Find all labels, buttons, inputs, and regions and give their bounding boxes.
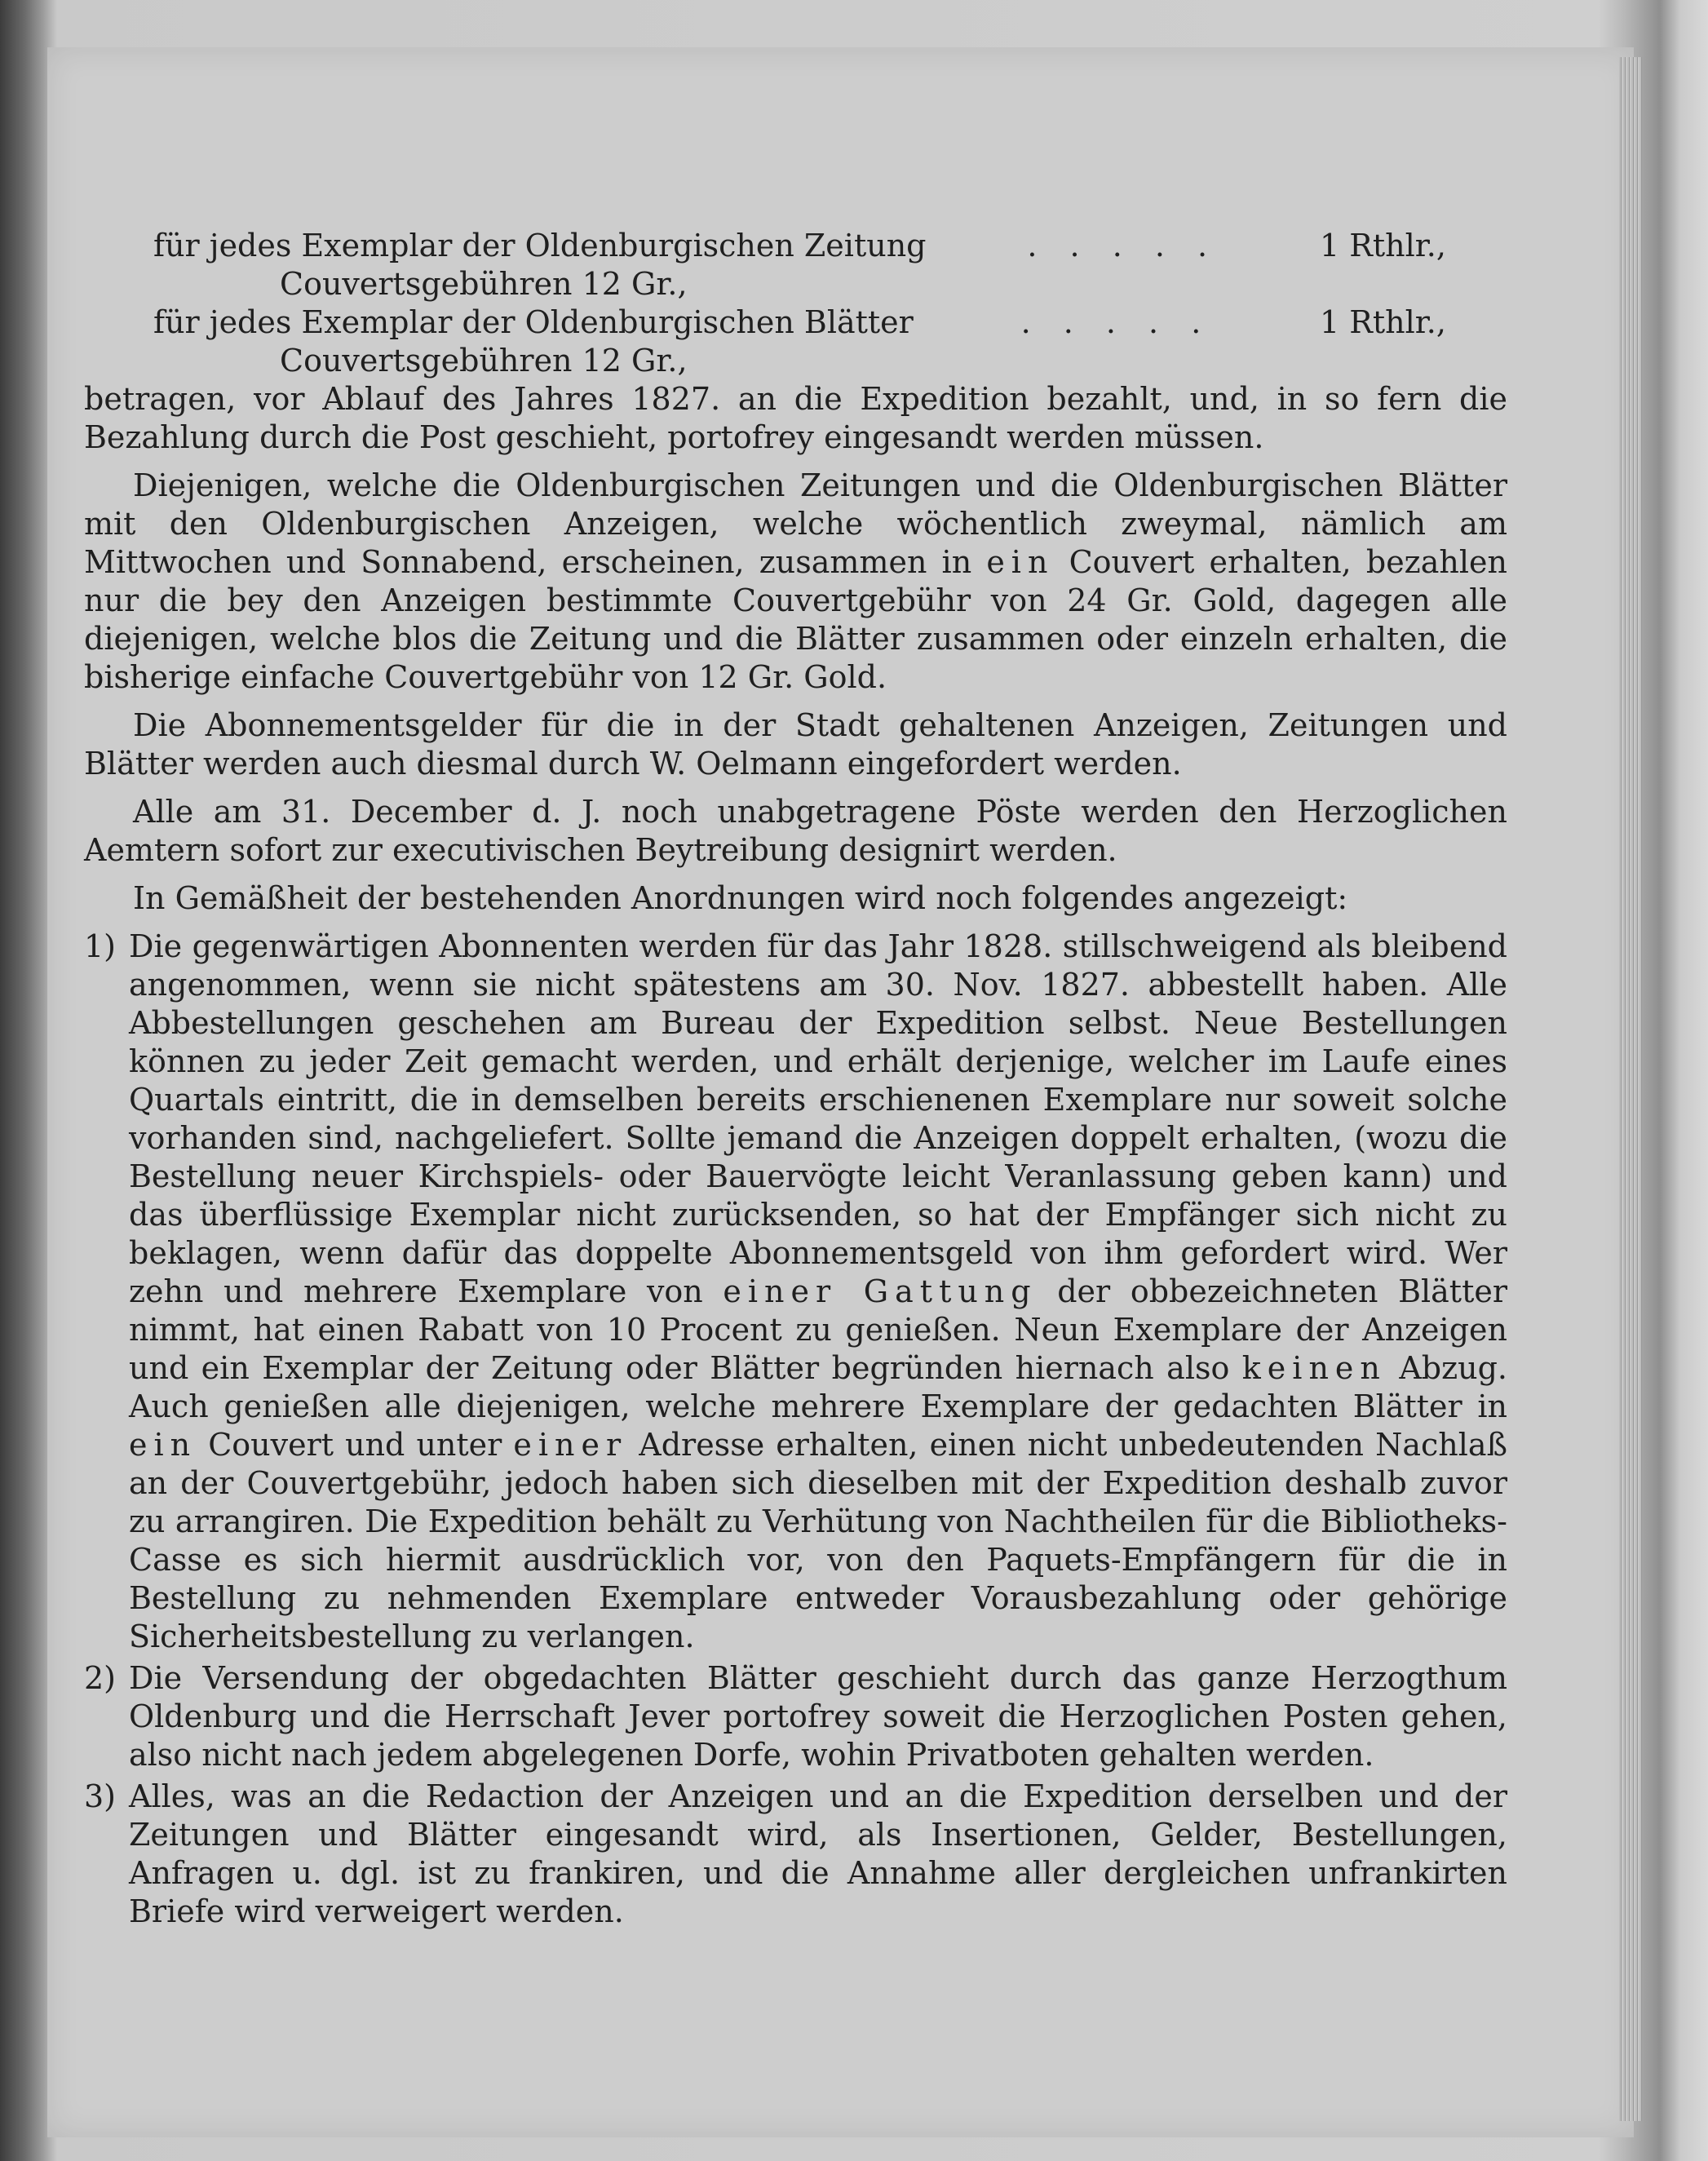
- list-item-text: Adresse erhalten, einen nicht unbedeutenden Nachlaß an der Couvertgebühr, jedoch haben sich dieselben mit der Expedition deshalb zuvor zu arrangiren. Die Expedition behält zu Verhütung von Nachtheilen für die Bibliotheks-Casse es sich hiermit ausdrücklich vor, von den Paquets-Empfängern für die in Bestellung zu nehmenden Exemplare entweder Vorausbezahlung oder gehörige Sicherheitsbestellung zu verlangen.: [129, 1427, 1507, 1654]
- fee-dots: . . . . .: [1027, 228, 1219, 263]
- paper-page: [47, 47, 1634, 2137]
- emphasized-word: ein: [986, 544, 1055, 580]
- paragraph-december: Alle am 31. December d. J. noch unabgetragene Pöste werden den Herzoglichen Aemtern sofort zur executivischen Beytreibung designirt werden.: [84, 794, 1507, 868]
- list-item-text: Die Versendung der obgedachten Blätter geschieht durch das ganze Herzogthum Oldenburg und die Herrschaft Jever portofrey soweit die Herzoglichen Posten gehen, also nicht nach jedem abgelegenen Dorfe, wohin Privatboten gehalten werden.: [129, 1660, 1507, 1773]
- paragraph-intro-list: In Gemäßheit der bestehenden Anordnungen wird noch folgendes angezeigt:: [133, 880, 1348, 916]
- fee-dots: . . . . .: [1020, 304, 1213, 340]
- paragraph-text: Couvert erhalten, bezahlen nur die bey den Anzeigen bestimmte Couvertgebühr von 24 Gr. Gold, dagegen alle diejenigen, welche blos die Zeitung und die Blätter zusammen oder einzeln erhalten, die bisherige einfache Couvertgebühr von 12 Gr. Gold.: [84, 544, 1507, 695]
- list-item-text: der obbezeichneten Blätter nimmt, hat einen Rabatt von 10 Procent zu genießen. Neun Exemplare der Anzeigen und ein Exemplar der Zeitung oder Blätter begründen hiernach also: [129, 1273, 1507, 1386]
- emphasized-word: einer Gattung: [723, 1273, 1038, 1309]
- document-text: [84, 227, 1507, 1931]
- fee-label: für jedes Exemplar der Oldenburgischen Zeitung: [153, 228, 927, 263]
- paragraph-abonnement: Die Abonnementsgelder für die in der Stadt gehaltenen Anzeigen, Zeitungen und Blätter werden auch diesmal durch W. Oelmann eingefordert werden.: [84, 707, 1507, 782]
- page-edges: [1619, 57, 1642, 2121]
- fee-subline: Couvertsgebühren 12 Gr.,: [280, 343, 688, 379]
- list-item-body: [129, 928, 1507, 1656]
- list-item-text: Abzug. Auch genießen alle diejenigen, welche mehrere Exemplare der gedachten Blätter in: [129, 1350, 1507, 1424]
- list-item-text: Alles, was an die Redaction der Anzeigen und an die Expedition derselben und der Zeitungen und Blätter eingesandt wird, als Insertionen, Gelder, Bestellungen, Anfragen u. dgl. ist zu frankiren, und die Annahme aller dergleichen unfrankirten Briefe wird verweigert werden.: [129, 1778, 1507, 1929]
- paragraph-payment: betragen, vor Ablauf des Jahres 1827. an die Expedition bezahlt, und, in so fern die Bezahlung durch die Post geschieht, portofrey eingesandt werden müssen.: [84, 381, 1507, 455]
- list-item-text: Die gegenwärtigen Abonnenten werden für das Jahr 1828. stillschweigend als bleibend angenommen, wenn sie nicht spätestens am 30. Nov. 1827. abbestellt haben. Alle Abbestellungen geschehen am Bureau der Expedition selbst. Neue Bestellungen können zu jeder Zeit gemacht werden, und erhält derjenige, welcher im Laufe eines Quartals eintritt, die in demselben bereits erschienenen Exemplare nur soweit solche vorhanden sind, nachgeliefert. Sollte jemand die Anzeigen doppelt erhalten, (wozu die Bestellung neuer Kirchspiels- oder Bauervögte leicht Veranlassung geben kann) und das überflüssige Exemplar nicht zurücksenden, so hat der Empfänger sich nicht zu beklagen, wenn dafür das doppelte Abonnementsgeld von ihm gefordert wird. Wer zehn und mehrere Exemplare von: [129, 928, 1507, 1309]
- paragraph-couvert: [84, 467, 1507, 697]
- emphasized-word: keinen: [1241, 1350, 1387, 1386]
- list-item: [84, 1659, 1507, 1774]
- list-item-number: 1): [84, 928, 117, 964]
- fee-amount: 1 Rthlr.,: [1320, 228, 1446, 263]
- paragraph-text: Diejenigen, welche die Oldenburgischen Zeitungen und die Oldenburgischen Blätter mit den Oldenburgischen Anzeigen, welche wöchentlich zweymal, nämlich am Mittwochen und Sonnabend, erscheinen, zusammen in: [84, 467, 1507, 580]
- emphasized-word: ein: [129, 1427, 197, 1463]
- fee-line-blaetter: [153, 303, 1507, 342]
- fee-amount: 1 Rthlr.,: [1320, 304, 1446, 340]
- list-item: [84, 928, 1507, 1656]
- list-item-number: 3): [84, 1778, 117, 1814]
- emphasized-word: einer: [513, 1427, 628, 1463]
- fee-subline: Couvertsgebühren 12 Gr.,: [280, 266, 688, 302]
- list-item-number: 2): [84, 1660, 117, 1696]
- list-item-text: Couvert und unter: [208, 1427, 502, 1463]
- fee-label: für jedes Exemplar der Oldenburgischen Blätter: [153, 304, 914, 340]
- fee-line-zeitung: [153, 227, 1507, 265]
- list-item: [84, 1778, 1507, 1931]
